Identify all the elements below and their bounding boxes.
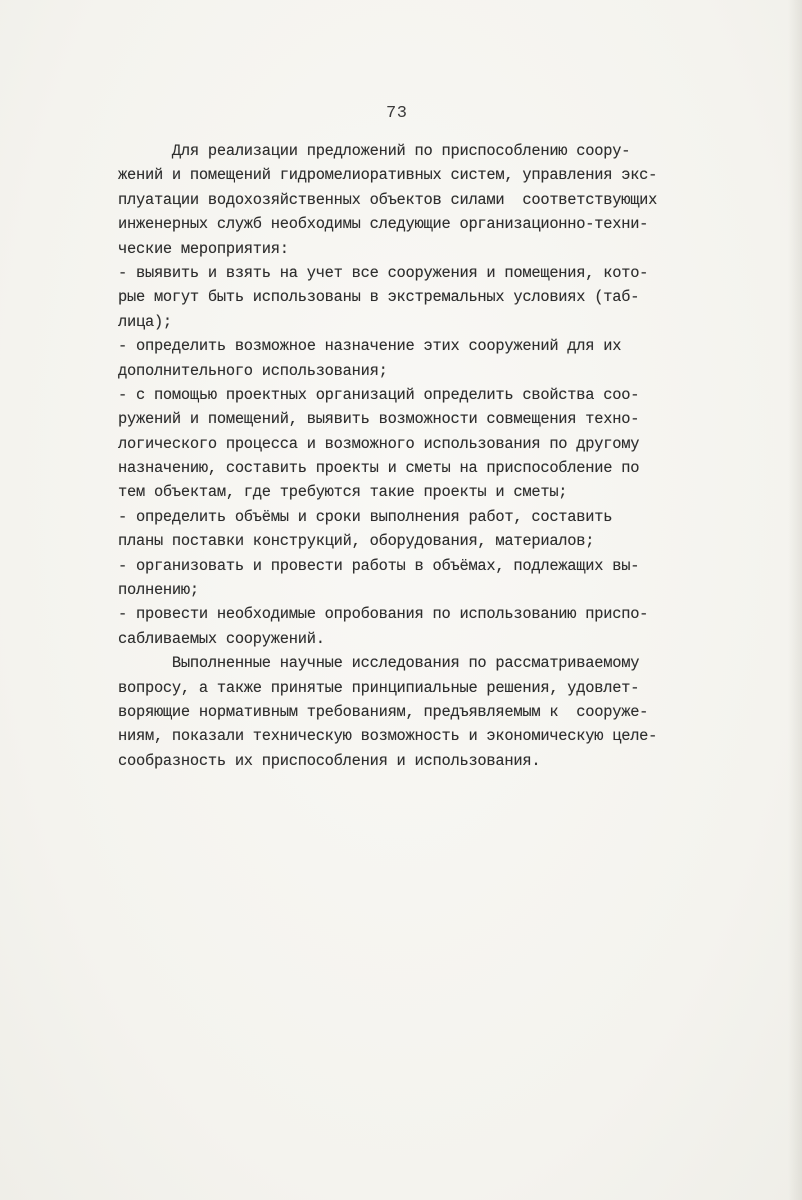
text-line: Для реализации предложений по приспособлению соору- <box>118 142 631 160</box>
page-number: 73 <box>386 104 408 123</box>
text-line: - провести необходимые опробования по использованию приспо- <box>118 605 649 624</box>
text-line: воряющие нормативным требованиям, предъявляемым к сооруже- <box>118 702 649 721</box>
text-line: - с помощью проектных организаций определить свойства соо- <box>118 385 640 404</box>
text-line: плуатации водохозяйственных объектов силами соответствующих <box>118 190 658 209</box>
text-line: ниям, показали техническую возможность и экономическую целе- <box>118 727 658 746</box>
page-edge-shadow <box>788 0 802 1200</box>
text-line: лица); <box>118 312 172 331</box>
text-line: - определить объёмы и сроки выполнения работ, составить <box>118 507 613 526</box>
text-line: Выполненные научные исследования по рассматриваемому <box>118 654 640 673</box>
text-line: - выявить и взять на учет все сооружения и помещения, кото- <box>118 263 649 282</box>
text-line: ружений и помещений, выявить возможности совмещения техно- <box>118 410 640 429</box>
body-text <box>118 139 708 773</box>
text-line: ческие мероприятия: <box>118 239 289 258</box>
text-line: назначению, составить проекты и сметы на приспособление по <box>118 459 640 478</box>
text-line: рые могут быть использованы в экстремальных условиях (таб- <box>118 288 640 307</box>
text-line: тем объектам, где требуются такие проекты и сметы; <box>118 483 568 502</box>
text-line: - определить возможное назначение этих сооружений для их <box>118 337 622 356</box>
text-line: дополнительного использования; <box>118 361 388 380</box>
text-line: логического процесса и возможного использования по другому <box>118 434 640 453</box>
text-line: сабливаемых сооружений. <box>118 629 325 648</box>
text-line: инженерных служб необходимы следующие организационно-техни- <box>118 215 649 234</box>
text-line: планы поставки конструкций, оборудования, материалов; <box>118 532 595 551</box>
text-line: вопросу, а также принятые принципиальные решения, удовлет- <box>118 678 640 697</box>
text-line: полнению; <box>118 581 199 600</box>
text-line: жений и помещений гидромелиоративных систем, управления экс- <box>118 166 658 185</box>
text-line: - организовать и провести работы в объёмах, подлежащих вы- <box>118 556 640 575</box>
text-line: сообразность их приспособления и использования. <box>118 751 541 770</box>
